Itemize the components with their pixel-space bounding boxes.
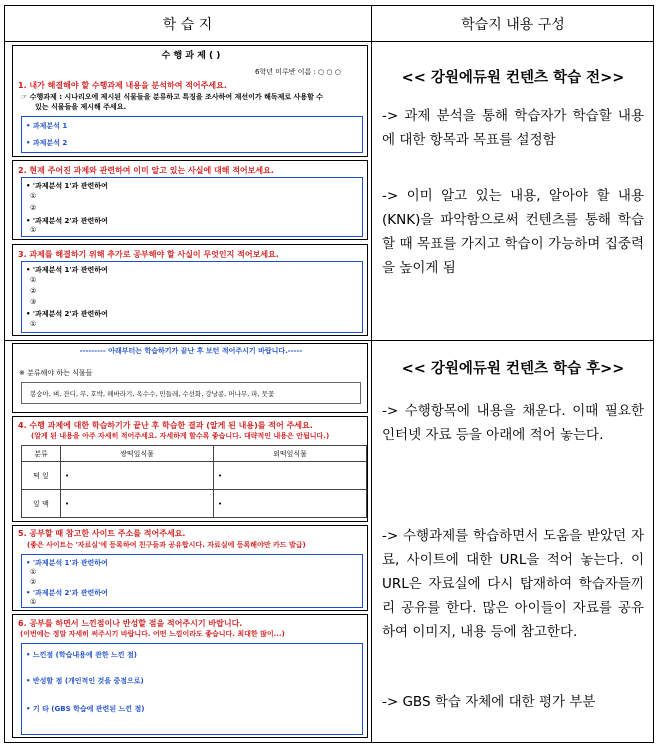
- header-worksheet: 학 습 지: [162, 17, 213, 33]
- after-learning-para-1: -> 수행항목에 내용을 채운다. 이때 필요한 인터넷 자료 등을 아래에 적어 놓는다.: [382, 403, 644, 443]
- circle-1: ①: [30, 192, 37, 200]
- circle-1: ①: [30, 276, 37, 284]
- table-cell: •: [214, 462, 367, 490]
- worksheet-section-1: [12, 45, 368, 157]
- site-item-2: • '과제분석 2'과 관련하여: [26, 589, 108, 597]
- worksheet-section-3: [12, 244, 368, 336]
- divider-note: --------- 아래부터는 학습하기가 끝난 후 보턴 적어주시기 바랍니다.-----: [79, 347, 303, 355]
- question-5-sub: (좋은 사이트는 '자료실'에 등록하여 친구들과 공유합시다. 자료실에 등록해야만 카드 발급): [27, 541, 306, 549]
- table-cell: •: [214, 490, 367, 518]
- analysis-box: [21, 116, 363, 153]
- circle-1: ①: [30, 320, 37, 328]
- table-header: 분류: [22, 446, 61, 462]
- known-item-1: • '과제분석 1'과 관련하여: [26, 182, 108, 190]
- plants-label: ※ 분류해야 하는 식물들: [19, 369, 93, 377]
- after-learning-title: << 강원에듀원 컨텐츠 학습 후>>: [401, 361, 625, 377]
- question-5: 5. 공부할 때 참고한 사이트 주소를 적어주세요.: [18, 529, 186, 538]
- before-learning-para-1: -> 과제 분석을 통해 학습자가 학습할 내용에 대한 항목과 목표를 설정함: [382, 108, 644, 148]
- task-line-1: ☞ 수행과제 : 시나리오에 제시된 식물들을 분류하고 특징을 조사하여 재선이가 해독제로 사용할 수: [21, 93, 324, 101]
- header-divider: [4, 41, 654, 42]
- circle-3: ③: [30, 298, 37, 306]
- question-3: 3. 과제를 해결하기 위해 추가로 공부해야 할 사실이 무엇인지 적어보세요.: [18, 250, 279, 259]
- worksheet-section-plants: [12, 343, 368, 413]
- result-table: [21, 445, 367, 518]
- known-item-2: • '과제분석 2'과 관련하여: [26, 217, 108, 225]
- table-row-label: 잎 맥: [22, 490, 61, 518]
- reflection-item-1: • 느낀점 (학습내용에 관한 느낀 점): [26, 651, 137, 659]
- study-item-2: • '과제분석 2'과 관련하여: [26, 310, 108, 318]
- question-4-sub: (알게 된 내용을 아주 자세히 적어주세요. 자세하게 할수록 좋습니다. 대략적인 내용은 안됩니다.): [31, 432, 330, 440]
- task-line-2: 있는 식물들을 제시해 주세요.: [35, 103, 127, 111]
- name-line: 6학년 미루반 이름 : ○ ○ ○: [255, 68, 341, 76]
- analysis-2: • 과제분석 2: [26, 139, 68, 147]
- reflection-item-3: • 기 타 (GBS 학습에 관련된 느낀 점): [26, 705, 145, 713]
- question-4: 4. 수행 과제에 대한 학습하기가 끝난 후 학습한 결과 (알게 된 내용)를 적어 주세요.: [18, 421, 313, 430]
- circle-2: ②: [30, 287, 37, 295]
- before-learning-title: << 강원에듀원 컨텐츠 학습 전>>: [401, 70, 625, 86]
- header-composition: 학습지 내용 구성: [461, 17, 565, 33]
- table-header: 외떡잎식물: [214, 446, 367, 462]
- table-cell: •: [61, 462, 214, 490]
- circle-2: ②: [30, 578, 37, 586]
- before-learning-para-2: -> 이미 알고 있는 내용, 알아야 할 내용(KNK)을 파악함으로써 컨텐츠를 통해 학습할 때 목표를 가지고 학습이 가능하며 집중력을 높이게 됨: [382, 188, 644, 276]
- table-row-label: 떡 잎: [22, 462, 61, 490]
- circle-1: ①: [30, 568, 37, 576]
- question-6: 6. 공부를 하면서 느낀점이나 반성할 점을 적어주시기 바랍니다.: [18, 619, 243, 628]
- site-item-1: • '과제분석 1'과 관련하여: [26, 559, 108, 567]
- sites-box: [21, 554, 363, 608]
- circle-1: ①: [30, 226, 37, 234]
- after-learning-para-2: -> 수행과제를 학습하면서 도움을 받았던 자료, 사이트에 대한 URL을 적어 놓는다. 이 URL은 자료실에 다시 탑재하여 학습자들끼리 공유를 한다. 많은 아이들이 자료를 공유하여 이미지, 내용 등에 참고한다.: [382, 528, 644, 640]
- row-divider: [4, 340, 654, 341]
- worksheet-section-5: [12, 525, 368, 611]
- worksheet-title: 수 행 과 제 ( ): [161, 51, 221, 61]
- after-learning-para-3: -> GBS 학습 자체에 대한 평가 부분: [382, 694, 596, 710]
- worksheet-section-4: [12, 416, 368, 522]
- table-cell: •: [61, 490, 214, 518]
- reflection-item-2: • 반성할 점 (개인적인 것을 중점으로): [26, 677, 144, 685]
- study-item-1: • '과제분석 1'과 관련하여: [26, 266, 108, 274]
- question-1: 1. 내가 해결해야 할 수행과제 내용을 분석하여 적어주세요.: [18, 81, 227, 90]
- plants-list: 봉숭아, 벼, 잔디, 무, 호박, 해바라기, 옥수수, 민들레, 수선화, 강낭콩, 머나무, 파, 뭇꽃: [30, 390, 275, 398]
- study-more-box: [21, 261, 363, 333]
- question-6-sub: (이번에는 정말 자세히 써주시기 바랍니다. 어떤 느낌이라도 좋습니다. 최대한 많이...): [20, 630, 285, 638]
- circle-1: ①: [30, 598, 37, 606]
- reflection-box: [21, 643, 363, 735]
- known-facts-box: [21, 177, 363, 237]
- worksheet-section-2: [12, 160, 368, 240]
- plants-box: [21, 382, 361, 404]
- question-2: 2. 현재 주어진 과제와 관련하여 이미 알고 있는 사실에 대해 적어보세요.: [18, 166, 274, 175]
- table-header: 쌍떡잎식물: [61, 446, 214, 462]
- analysis-1: • 과제분석 1: [26, 122, 68, 130]
- worksheet-section-6: [12, 614, 368, 738]
- circle-2: ②: [30, 204, 37, 212]
